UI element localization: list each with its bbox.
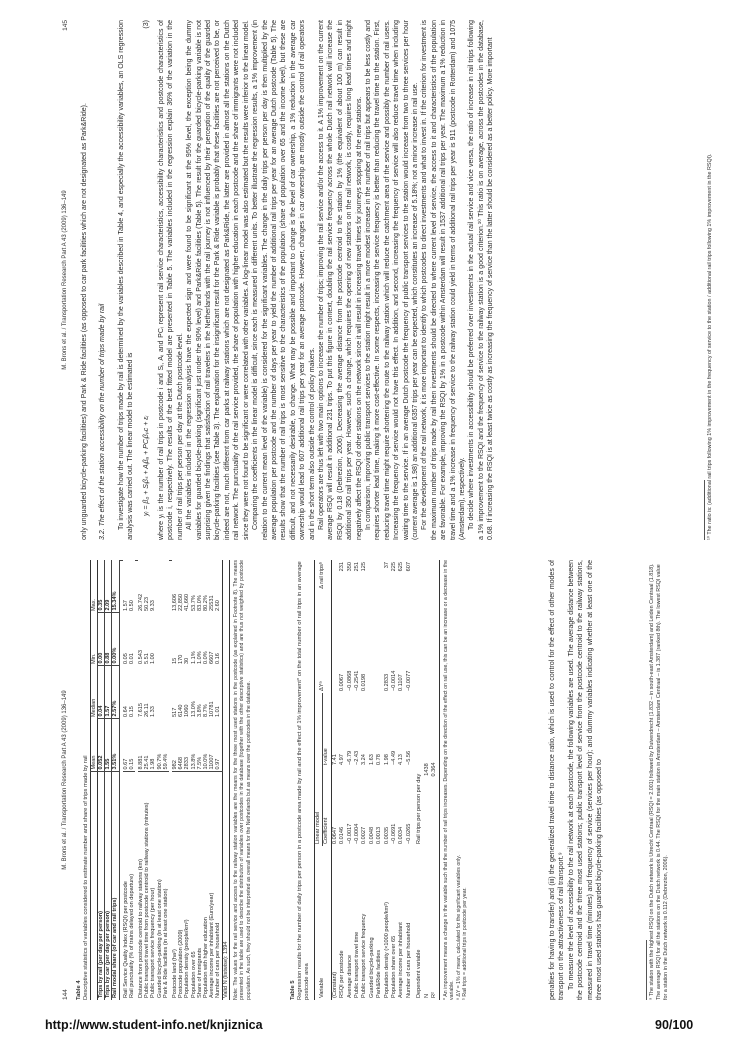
delta-y bbox=[376, 634, 383, 693]
cell-value: 1.98 bbox=[150, 758, 157, 770]
header-max: Max. bbox=[91, 598, 97, 611]
cell-value: 0.35 bbox=[98, 599, 104, 611]
cell-value: 7.615 bbox=[138, 703, 145, 717]
rail-trips bbox=[376, 560, 383, 634]
cell-value: 50.23 bbox=[144, 597, 151, 611]
footnote-9 bbox=[646, 560, 670, 1000]
row-label: Guarded bicycle-parking (in at least one station) bbox=[157, 772, 163, 1000]
table-row bbox=[361, 560, 368, 1000]
rail-trips: 625 bbox=[398, 562, 405, 572]
equation-text: yᵢ = β₀ + Sᵢβₛ + Aᵢβₐ + PCᵢβₚc + εᵢ bbox=[142, 415, 150, 516]
col-linear-model: Linear model bbox=[315, 693, 323, 846]
cell-value: 10781 bbox=[209, 701, 216, 717]
table-row bbox=[215, 561, 222, 1001]
table-row bbox=[331, 560, 339, 1000]
t-value: −6.79 bbox=[346, 750, 353, 765]
cell-value: 1.57 bbox=[122, 600, 129, 611]
cell-value: 13.8% bbox=[190, 753, 197, 770]
col-coefficient: Coefficient bbox=[323, 817, 330, 844]
rail-trips: 37 bbox=[383, 562, 390, 569]
dependent-row bbox=[416, 560, 423, 1000]
table-row bbox=[376, 560, 383, 1000]
cell-value: 30 bbox=[184, 657, 191, 664]
row-label: Population with higher education bbox=[203, 772, 209, 1000]
coefficient: 0.0034 bbox=[398, 826, 405, 844]
page-144 bbox=[0, 560, 750, 1000]
cell-value: 6607 bbox=[209, 651, 216, 664]
cell-value: 982 bbox=[172, 760, 179, 770]
paragraph: In comparison, improving public transport services to the station might result in a more modest increase in the number of rail trips but appears to be less costly and requires shorter lead time, making it more cost-effective. In some respects, increasing the service frequency is better than reducing the travel time to the station. First, reducing travel time might require shortening the route to the railway station which will reduce the catchment area of the service and possibly the number of rail users. Increasing the frequency of service would not have this effect. In addition, and second, increasing the frequency of service will also reduce travel time when including waiting time to the service. If in an average Dutch postcode the frequency of public transport services to the station would increase from two to three services per hour (current average is 1.98) an additional 6357 trips per year can be expected, which constitutes an increase of 5.18%; not a minor increase in rail use. bbox=[364, 20, 419, 540]
table-5-caption-text: Regression results for the number of daily trips per person in a postcode area made by rail and the effect of 1% improvement* on the total number of rail trips in an average postcode area bbox=[297, 561, 310, 1000]
footnote-text: ¹⁰ The ratio is: (additional rail trips following 1% improvement in the frequency of service to the station / additional rail trips following 1% improvement in the RSQI). bbox=[707, 153, 713, 540]
table-5-grid bbox=[314, 560, 440, 1000]
paragraph: To measure the level of accessibility to the rail network at each postcode, the following variables are used. The average distance between the postcode centroid and the three most used stations; public transport level of service from the postcode centroid to the railway stations, measured in travel time (minutes) and frequency of service (services per hour); and dummy variables indicating whether at least one of the three most used stations has guarded bicycle-parking facilities (as opposed to bbox=[567, 560, 604, 1000]
cell-value: 0.88 bbox=[105, 613, 112, 666]
delta-y: −0.0014 bbox=[391, 670, 398, 691]
cell-value: 1.01 bbox=[215, 706, 222, 717]
cell-value: 0.543 bbox=[138, 650, 145, 664]
t-value: 0.78 bbox=[376, 754, 383, 765]
rail-trips: 231 bbox=[339, 562, 346, 572]
page-145 bbox=[0, 20, 750, 540]
row-label: (Constant) bbox=[331, 971, 338, 998]
cell-value: 3.51% bbox=[112, 753, 119, 770]
rail-trips bbox=[369, 560, 376, 634]
cell-value: 0.64 bbox=[122, 706, 129, 717]
page-number: 144 bbox=[62, 989, 69, 1000]
row-label: Average income per inhabitant (Euro/year) bbox=[209, 772, 215, 1000]
table-4 bbox=[76, 560, 252, 1000]
n-value: 1438 bbox=[423, 763, 430, 776]
rail-trips bbox=[331, 560, 339, 634]
table-footnote: * An improvement means a change in the variable such that the number of rail trips increases. Depending on the direction of the effect on rail use, this can be an increase or a decrease in the variable. bbox=[442, 560, 455, 1000]
row-label: Average distance bbox=[346, 954, 353, 998]
table-row bbox=[112, 561, 119, 1001]
col-rail-trips: Δ rail tripsᵇ bbox=[319, 562, 326, 589]
table-row bbox=[398, 560, 405, 1000]
cell-value: 1060 bbox=[184, 704, 191, 717]
table-row bbox=[406, 560, 413, 1000]
page-number: 145 bbox=[62, 20, 69, 31]
footnote-text: ⁹ The station with the highest RSQI on the Dutch network is Utrecht Centraal (RSQI = 2.001) followed by Duivendrecht (1.832 – in south-east Amsterdam) and Leiden Centraal (1.818). The average RSQI for all the stations on the Dutch network is 0.44. The RSQI for the main station in Amsterdam – Amsterdam Centraal – is 1.387 (ranked 8th). The lowest RSQI value for a station in the Dutch network is 0.112 (Debrezion, 2006). bbox=[649, 563, 669, 1000]
table-row bbox=[354, 560, 361, 1000]
n-row bbox=[424, 560, 431, 1000]
coefficient: −0.0017 bbox=[346, 823, 353, 844]
intro-paragraph: only unguarded bicycle-parking facilities) and Park & Ride facilities (as opposed to car park facilities which are not designated as Park&Ride). bbox=[81, 103, 88, 540]
cell-value: 0.05 bbox=[122, 653, 129, 664]
cell-value: 0.15 bbox=[128, 706, 135, 717]
table-row bbox=[369, 560, 376, 1000]
running-head: M. Brons et al. / Transportation Research Part A 43 (2009) 136–149 bbox=[62, 190, 68, 370]
row-label: Public transport travel time bbox=[354, 931, 361, 998]
cell-value: 0.16 bbox=[215, 653, 222, 664]
cell-value: 0.01 bbox=[128, 653, 135, 664]
table-footnote: ᵃ ΔY = 1% of mean, calculated for the significant variables only. bbox=[455, 855, 462, 1000]
cell-value: 1.33 bbox=[150, 706, 157, 717]
delta-y: −0.0077 bbox=[405, 670, 412, 691]
table-4-caption-text: Descriptive statistics of variables considered to estimate number and share of trips made by rail bbox=[83, 755, 89, 1000]
dependent-value: Rail trips per person per day bbox=[416, 773, 423, 844]
model-paragraph: To investigate how the number of trips made by rail is determined by the variables described in Table 4, and especially the accessibility variables, an OLS regression analysis was carried out. The linear model to be estimated is bbox=[117, 20, 135, 540]
cell-value: 0.97 bbox=[215, 758, 222, 770]
cell-value: 0.67 bbox=[122, 758, 129, 770]
coefficient: −0.0265 bbox=[405, 823, 412, 844]
table-row bbox=[347, 560, 354, 1000]
header-median: Median bbox=[91, 698, 97, 717]
cell-value: 0.052 bbox=[98, 755, 104, 770]
table-4-grid bbox=[90, 560, 230, 1000]
cell-value: 0.04 bbox=[98, 666, 105, 719]
body-text bbox=[548, 560, 604, 1000]
row-label: Population density (×1000 people/km²) bbox=[383, 902, 390, 998]
row-label: Share of immigrants bbox=[197, 772, 203, 1000]
cell-value: 15 bbox=[172, 657, 179, 664]
rail-trips: 607 bbox=[405, 562, 412, 572]
cell-value: 26.742 bbox=[138, 593, 145, 611]
cell-value: 2.57% bbox=[112, 666, 119, 719]
row-label: RSQI per postcode bbox=[339, 950, 346, 998]
cell-value: 6468 bbox=[178, 757, 185, 770]
body-text bbox=[80, 20, 496, 540]
cell-value: 6140 bbox=[178, 704, 185, 717]
cell-value: 1.57 bbox=[105, 666, 112, 719]
delta-y: −0.2541 bbox=[354, 670, 361, 691]
t-value: 7.41 bbox=[331, 754, 338, 765]
cell-value: 170 bbox=[178, 654, 185, 664]
col-t-value: t-value bbox=[323, 748, 330, 765]
row-label: Public transport service frequency bbox=[361, 913, 368, 998]
paragraph: penalties for having to transfer) and (iii) the generalized travel time to distance ratio, which is used to control for the effect of other modes of transport on the attractiveness of rail transport.⁹ bbox=[549, 560, 566, 1000]
row-label: Park & Ride facilities (in at least one station) bbox=[163, 772, 169, 1000]
row-label: Number of cars per household bbox=[405, 922, 412, 998]
row-label: Rail modal share (of car and rail trips) bbox=[112, 772, 119, 1000]
col-variable: Variable bbox=[319, 977, 326, 998]
cell-value: 5.51 bbox=[144, 653, 151, 664]
cell-value: 59.4% bbox=[162, 753, 169, 770]
row-label: Distance from postcode centroid to railway stations (km) bbox=[138, 772, 144, 1000]
cell-value: 1.0% bbox=[196, 651, 203, 664]
page-counter: 90/100 bbox=[655, 1018, 694, 1032]
header-mean: Mean bbox=[91, 755, 97, 770]
rail-trips: 125 bbox=[361, 562, 368, 572]
coefficient: −0.0691 bbox=[391, 823, 398, 844]
cell-value: 11007 bbox=[209, 754, 216, 770]
col-delta-y: ΔYᵃ bbox=[319, 681, 326, 691]
header-min: Min. bbox=[91, 653, 97, 664]
row-label: Guarded bicycle-parking bbox=[368, 937, 375, 998]
row-label: Number of cars per household bbox=[215, 772, 222, 1000]
table-row bbox=[105, 561, 112, 1001]
cell-value: 22,850 bbox=[178, 593, 185, 611]
coefficient: 0.0035 bbox=[383, 826, 390, 844]
paragraph: For the development of the rail network, it is more important to identify to which postcodes to direct investments and what to invest in. If the criterion for investment is the maximum number of trips made by rail then investments should be directed to where current level of service, the access to it and characteristics of the population are favorable. For example, improving the RSQI by 1% in a postcode within Amsterdam will result in 1537 additional rail trips per year. The maximum a 1% reduction in travel time and a 1% increase in frequency of service to the railway station could yield in terms of additional rail trips per year is 911 (postcode in Rotterdam) and 1075 (Amsterdam), respectively. bbox=[421, 20, 467, 540]
row-label: Trips by rail (per day per person) bbox=[98, 772, 105, 1000]
cell-value: 80.2% bbox=[203, 595, 210, 611]
table-footnote: ᵇ Rail trips = additional trips in postcode per year. bbox=[462, 887, 468, 1000]
cell-value: 13.0% bbox=[190, 701, 197, 717]
table-row bbox=[98, 561, 105, 1001]
t-value: 1.63 bbox=[368, 754, 375, 765]
r2-row bbox=[431, 560, 439, 1000]
cell-value: 1.00 bbox=[150, 653, 157, 664]
footnote-10 bbox=[704, 20, 714, 540]
delta-y: 0.2833 bbox=[383, 673, 390, 691]
cell-value: 41,660 bbox=[184, 593, 191, 611]
cell-value: 0.50 bbox=[128, 600, 135, 611]
r2-label: R² bbox=[431, 992, 438, 998]
valid-n-row bbox=[222, 561, 229, 1001]
row-label: Population over 65 bbox=[191, 772, 197, 1000]
cell-value: 25531 bbox=[209, 595, 216, 611]
table-row bbox=[339, 560, 346, 1000]
delta-y: 0.0067 bbox=[339, 673, 346, 691]
row-label: Trips by car (per day per person) bbox=[105, 772, 112, 1000]
cell-value: 2833 bbox=[184, 757, 191, 770]
source-url-watermark: http://www.student-info.net/knjiznica bbox=[45, 1018, 263, 1032]
where-paragraph: where yᵢ is the number of rail trips in postcode i and Sᵢ, Aᵢ and PCᵢ represent rail service characteristics, accessibility characteristics and postcode characteristics of postcode i, respectively. The results of the best fitted model are presented in Table 5. The variables included in the regression explain 36% of the variation in the number of rail trips per person per day at the Dutch postcode level. bbox=[158, 20, 184, 540]
row-label: Public transport travel time from postcode centroid to railway stations (minutes) bbox=[144, 772, 150, 1000]
cell-value: 1.1% bbox=[190, 651, 197, 664]
row-label: Rail Service Quality Index (RSQI) per postcode bbox=[123, 772, 129, 1000]
cell-value: 25.41 bbox=[144, 755, 151, 770]
header-blank bbox=[91, 772, 98, 1000]
cell-value: 15.34% bbox=[112, 591, 119, 611]
row-label: Population density (people/km²) bbox=[184, 772, 190, 1000]
table-4-note: Note: The values for the rail service and access to the railway station variables are the means for the three most used stations in the postcode (as explained in Footnote 8). The means presented in the table are used to describe the distribution of variables over postcodes in the database (together with the other descriptive statistics) and are thus not weighted by postcode population. As such, they should not be interpreted as overall means for the Netherlands but as means over the postcodes in the database. bbox=[232, 560, 252, 1000]
delta-y: −0.0868 bbox=[346, 670, 353, 691]
table-5-label: Table 5 bbox=[290, 980, 296, 1000]
t-value: −4.49 bbox=[391, 750, 398, 765]
paragraph: All the variables included in the regression analysis have the expected sign and were found to be significant at the 95% level, the exception being the dummy variables for guarded bicycle-parking (significant just under the 90% level) and Park&Ride facilities (Table 5). The result for the guarded bicycle-parking variable is not surprising given the findings that satisfaction of rail travelers in the Netherlands with the rail journey is not influenced by their perception of the quality of the guarded bicycle-parking facilities (see Table 3). The explanation for the insignificant result for the Park & Ride variable is probably that these facilities are not perceived to be, or indeed are not, much different from car parks at railway stations which are not designated as Park&Ride, the latter are provided in almost all the stations on the Dutch rail network. The punctuality of the rail service provided, the share of population with higher education in each postcode and the share of immigrants were not included since they were not found to be significant or were correlated with other variables. A log-linear model was also estimated but the results were inferior to the linear model. bbox=[186, 20, 250, 540]
cell-value: 0.0% bbox=[203, 651, 210, 664]
cell-value: 13,606 bbox=[172, 593, 179, 611]
equation-number: (3) bbox=[142, 20, 150, 29]
coefficient: 0.0013 bbox=[376, 826, 383, 844]
coefficient: −0.0004 bbox=[354, 823, 361, 844]
t-value: −5.56 bbox=[405, 750, 412, 765]
t-value: 4.13 bbox=[398, 754, 405, 765]
table-row bbox=[384, 560, 391, 1000]
table-5 bbox=[290, 560, 469, 1000]
cell-value: 7.5% bbox=[196, 756, 203, 770]
rail-trips: 251 bbox=[354, 562, 361, 572]
t-value: 3.24 bbox=[361, 754, 368, 765]
row-label: Public transport service frequency (per hour) bbox=[150, 772, 156, 1000]
r2-value: 0.364 bbox=[431, 762, 438, 777]
valid-n: Valid N (listwise): 1394 bbox=[222, 941, 229, 998]
cell-value: 8.881 bbox=[138, 755, 145, 770]
cell-value: 1.55 bbox=[105, 758, 112, 770]
cell-value: 9.33 bbox=[150, 600, 157, 611]
paragraph: Rail operators are thus left with two main options to increase the number of trips; improving the rail service and/or the access to it. A 1% improvement on the current average RSQI will result in additional 231 trips. To put this figure in context, doubling the rail service frequency across the whole Dutch rail network will increase the RSQI by 0.18 (Debrezion, 2006). Decreasing the average distance from the postcode centroid to the station by 1% (the equivalent of about 100 m) can result in additional 350 rail trips per year. However, such a change, which requires the opening of new stations on the rail network, is costly, requires long lead times and might negatively affect the RSQI of other stations on the network since it will result in increasing travel times for journeys stopping at the new stations. bbox=[317, 20, 363, 540]
t-value: −2.43 bbox=[354, 750, 361, 765]
cell-value: 0.00% bbox=[112, 613, 119, 666]
table-row bbox=[391, 560, 398, 1000]
table-4-label: Table 4 bbox=[76, 980, 82, 1000]
cell-value: 53.7% bbox=[190, 595, 197, 611]
coefficient: 0.0146 bbox=[339, 826, 346, 844]
n-label: N bbox=[423, 993, 430, 998]
cell-value: 2.60 bbox=[215, 600, 222, 611]
cell-value: 0.00 bbox=[98, 613, 105, 666]
table-4-caption bbox=[76, 560, 90, 1000]
cell-value: 0.15 bbox=[128, 758, 135, 770]
delta-y: 0.0198 bbox=[361, 673, 368, 691]
cell-value: 517 bbox=[172, 707, 179, 717]
running-head: M. Brons et al. / Transportation Research Part A 43 (2009) 136–149 bbox=[62, 690, 68, 870]
cell-value: 90.7% bbox=[156, 753, 163, 770]
equation bbox=[142, 20, 151, 516]
coefficient: 0.0048 bbox=[368, 826, 375, 844]
table-5-caption bbox=[290, 560, 311, 1000]
cell-value: 83.0% bbox=[196, 595, 203, 611]
paragraph: To decide where investments in accessibility should be preferred over investments in the actual rail service and vice versa, the ratio of increase in rail trips following a 1% improvement to the RSQI and the frequency of service to the railway station is a good criterion.¹⁰ This ratio is on average, across the postcodes in the database, 0.68. If increasing the RSQI is at least twice as costly as increasing the frequency of service than the latter should be considered as a better policy. More important bbox=[468, 20, 495, 540]
cell-value: 3.8% bbox=[196, 704, 203, 717]
row-label: Average income per inhabitant bbox=[398, 922, 405, 998]
t-value: 1.98 bbox=[383, 754, 390, 765]
paragraph: Comparing the coefficients in the linear model is difficult, since each is measured in different units. To better illustrate the regression results, a 1% improvement (in relation to the current mean level of the variable) is considered for the significant variables. The change in the daily trips per person per day is then multiplied by the average population per postcode and the number of days per year to yield the number of additional rail trips per year for an average Dutch postcode (Table 5). The results show that the number of rail trips is most sensitive to the characteristics of the population (share of population over 65 and the income level), but these are difficult, and not necessarily desirable, to change. What may be possible and important to change is the level of car ownership, a 1% reduction in the average car ownership would lead to 607 additional rail trips per year for an average postcode. However, changes in car ownership are mostly outside the control of rail operators and in the short term also outside the control of policy makers. bbox=[252, 20, 316, 540]
row-label: Postcode land (ha²) bbox=[172, 772, 178, 1000]
dependent-label: Dependent variable bbox=[416, 949, 423, 998]
cell-value: 26.11 bbox=[144, 703, 151, 717]
coefficient: 0.0647 bbox=[331, 826, 338, 844]
rail-trips: 350 bbox=[346, 562, 353, 572]
row-label: Park&Ride facilities bbox=[376, 949, 383, 998]
delta-y: 0.1107 bbox=[398, 674, 405, 691]
row-label: Postcode population (2009) bbox=[178, 772, 184, 1000]
cell-value: 2.09 bbox=[105, 599, 112, 611]
t-value: 4.97 bbox=[339, 754, 346, 765]
row-label: Rail punctuality (% of trains delayed on departure) bbox=[129, 772, 135, 1000]
delta-y bbox=[369, 634, 376, 693]
coefficient: 0.0027 bbox=[361, 826, 368, 844]
row-label: Population share over 65 bbox=[391, 935, 398, 998]
table-5-footnotes bbox=[443, 560, 469, 1000]
section-heading: 3.2. The effect of the station accessibility on the number of trips made by rail bbox=[99, 303, 107, 540]
delta-y bbox=[331, 634, 339, 693]
cell-value: 10.0% bbox=[203, 753, 210, 770]
cell-value: 8.7% bbox=[203, 704, 210, 717]
rail-trips: 225 bbox=[391, 562, 398, 572]
